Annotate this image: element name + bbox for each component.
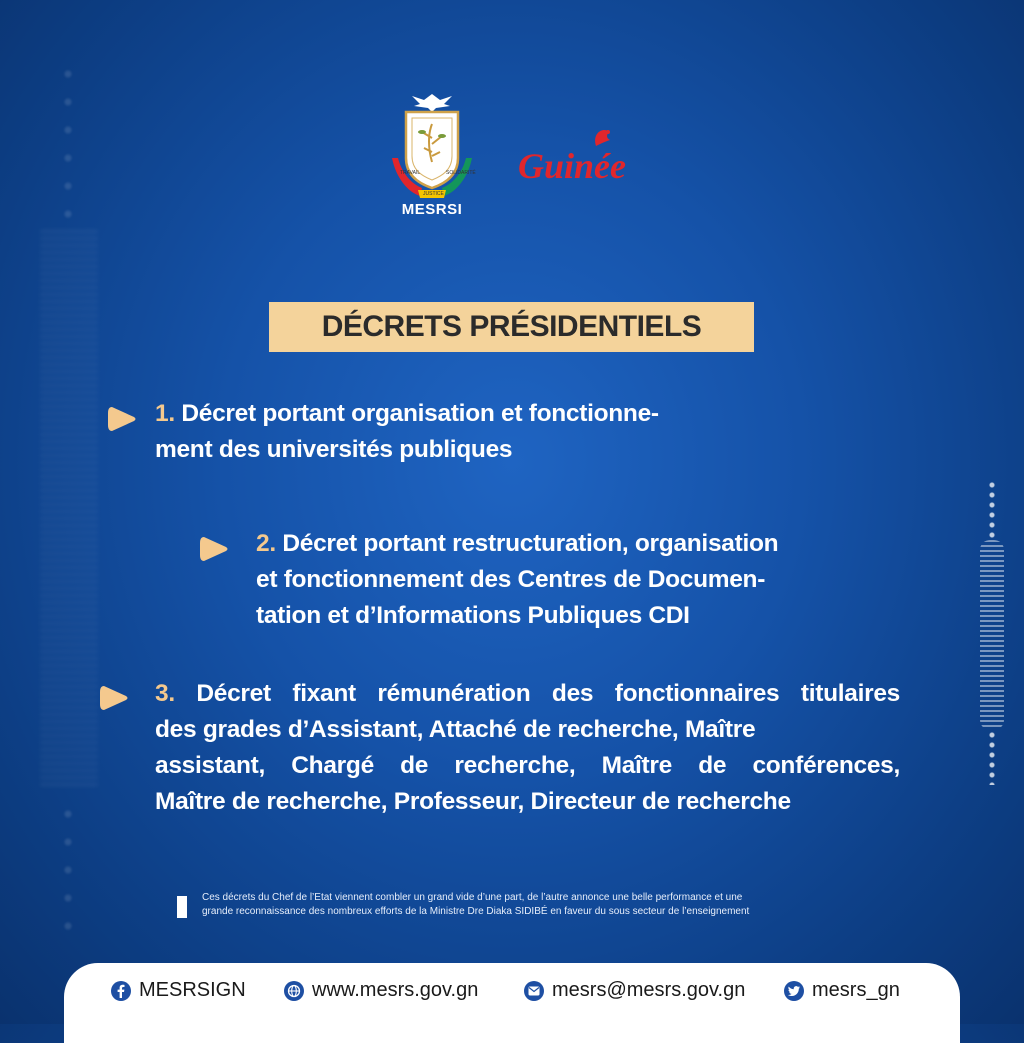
decree-text-line: Maître de recherche, Professeur, Directeur de recherche — [155, 788, 791, 815]
email-address: mesrs@mesrs.gov.gn — [552, 979, 746, 1001]
emblem-motto-travail: TRAVAIL — [400, 170, 421, 176]
email-link[interactable] — [524, 979, 745, 1002]
decorative-stripes-left — [40, 230, 98, 790]
play-arrow-icon — [106, 403, 138, 435]
decree-item-2 — [256, 526, 778, 634]
guinee-logo-text: Guinée — [518, 146, 626, 186]
decorative-stripes-right — [980, 540, 1004, 730]
national-emblem-logo — [384, 88, 480, 200]
facebook-handle: MESRSIGN — [139, 979, 246, 1001]
decree-text-line: Décret fixant rémunération des fonctionnaires titulaires — [196, 680, 900, 707]
decree-number: 3. — [155, 680, 175, 707]
org-name: MESRSI — [401, 201, 463, 218]
facebook-icon — [111, 981, 131, 1001]
play-arrow-icon — [198, 533, 230, 565]
footnote-line: Ces décrets du Chef de l’Etat viennent combler un grand vide d’une part, de l’autre annonce une belle performance et une — [202, 892, 743, 903]
play-arrow-icon — [98, 682, 130, 714]
title-banner — [269, 302, 754, 352]
decorative-dots-right-bottom — [986, 730, 998, 785]
contact-footer — [64, 963, 960, 1043]
website-link[interactable] — [284, 979, 478, 1002]
decree-text-line: et fonctionnement des Centres de Documen- — [256, 566, 766, 593]
emblem-motto-solidarite: SOLIDARITÉ — [446, 170, 476, 176]
decree-number: 2. — [256, 530, 276, 557]
decree-text-line: ment des universités publiques — [155, 436, 513, 463]
decorative-dots-left-bottom — [62, 800, 74, 950]
decree-text-line: tation et d’Informations Publiques CDI — [256, 602, 690, 629]
twitter-link[interactable] — [784, 979, 900, 1002]
guinee-brand-logo — [516, 126, 650, 190]
emblem-motto-justice: JUSTICE — [423, 191, 444, 197]
mail-icon — [524, 981, 544, 1001]
note-marker — [177, 896, 187, 918]
decorative-dots-left-top — [62, 60, 74, 230]
decorative-dots-right-top — [986, 480, 998, 540]
decree-item-1 — [155, 396, 659, 468]
decree-text-line: des grades d’Assistant, Attaché de recherche, Maître — [155, 716, 756, 743]
twitter-icon — [784, 981, 804, 1001]
footnote-line: grande reconnaissance des nombreux efforts de la Ministre Dre Diaka SIDIBÉ en faveur du sous secteur de l’enseignement — [202, 906, 750, 917]
decree-text-line: assistant, Chargé de recherche, Maître de conférences, — [155, 752, 900, 779]
globe-icon — [284, 981, 304, 1001]
footnote — [202, 891, 892, 919]
twitter-handle: mesrs_gn — [812, 979, 900, 1001]
decree-text-line: Décret portant restructuration, organisation — [282, 530, 779, 557]
decree-number: 1. — [155, 400, 175, 427]
website-url: www.mesrs.gov.gn — [312, 979, 479, 1001]
decree-text-line: Décret portant organisation et fonctionne- — [181, 400, 659, 427]
decree-item-3 — [155, 676, 900, 820]
facebook-link[interactable] — [111, 979, 246, 1002]
page-title: DÉCRETS PRÉSIDENTIELS — [321, 310, 702, 343]
